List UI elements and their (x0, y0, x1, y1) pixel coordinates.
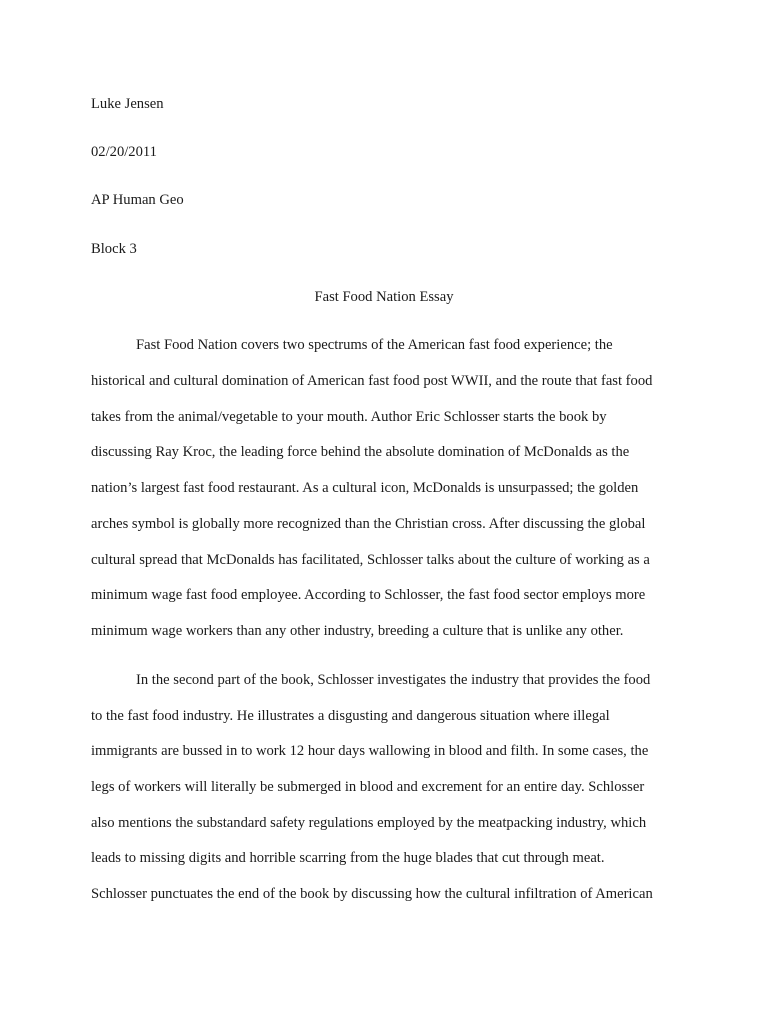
paragraph-line: In the second part of the book, Schlosser investigates the industry that provides the food (136, 672, 651, 688)
paragraph-line: to the fast food industry. He illustrates a disgusting and dangerous situation where illegal (91, 708, 610, 724)
paragraph-line: minimum wage workers than any other industry, breeding a culture that is unlike any other. (91, 623, 624, 639)
paragraph-line: cultural spread that McDonalds has facilitated, Schlosser talks about the culture of working as a (91, 552, 650, 568)
paragraph-line: leads to missing digits and horrible scarring from the huge blades that cut through meat. (91, 850, 605, 866)
paragraph-line: Fast Food Nation covers two spectrums of the American fast food experience; the (136, 337, 613, 353)
paragraph-line: nation’s largest fast food restaurant. As a cultural icon, McDonalds is unsurpassed; the golden (91, 480, 639, 496)
paragraph-line: legs of workers will literally be submerged in blood and excrement for an entire day. Schlosser (91, 779, 645, 795)
paragraph-line: takes from the animal/vegetable to your mouth. Author Eric Schlosser starts the book by (91, 409, 607, 425)
class-block: Block 3 (91, 241, 137, 257)
paragraph-line: immigrants are bussed in to work 12 hour days wallowing in blood and filth. In some cases, the (91, 743, 649, 759)
essay-title: Fast Food Nation Essay (314, 289, 454, 305)
paragraph-line: arches symbol is globally more recognized than the Christian cross. After discussing the global (91, 516, 646, 532)
paragraph-line: historical and cultural domination of American fast food post WWII, and the route that fast food (91, 373, 653, 389)
author-name: Luke Jensen (91, 96, 164, 112)
essay-date: 02/20/2011 (91, 144, 157, 160)
paragraph-line: minimum wage fast food employee. According to Schlosser, the fast food sector employs more (91, 587, 646, 603)
paragraph-line: also mentions the substandard safety regulations employed by the meatpacking industry, which (91, 815, 647, 831)
paragraph-line: Schlosser punctuates the end of the book by discussing how the cultural infiltration of American (91, 886, 653, 902)
paragraph-line: discussing Ray Kroc, the leading force behind the absolute domination of McDonalds as the (91, 444, 630, 460)
course-name: AP Human Geo (91, 192, 184, 208)
